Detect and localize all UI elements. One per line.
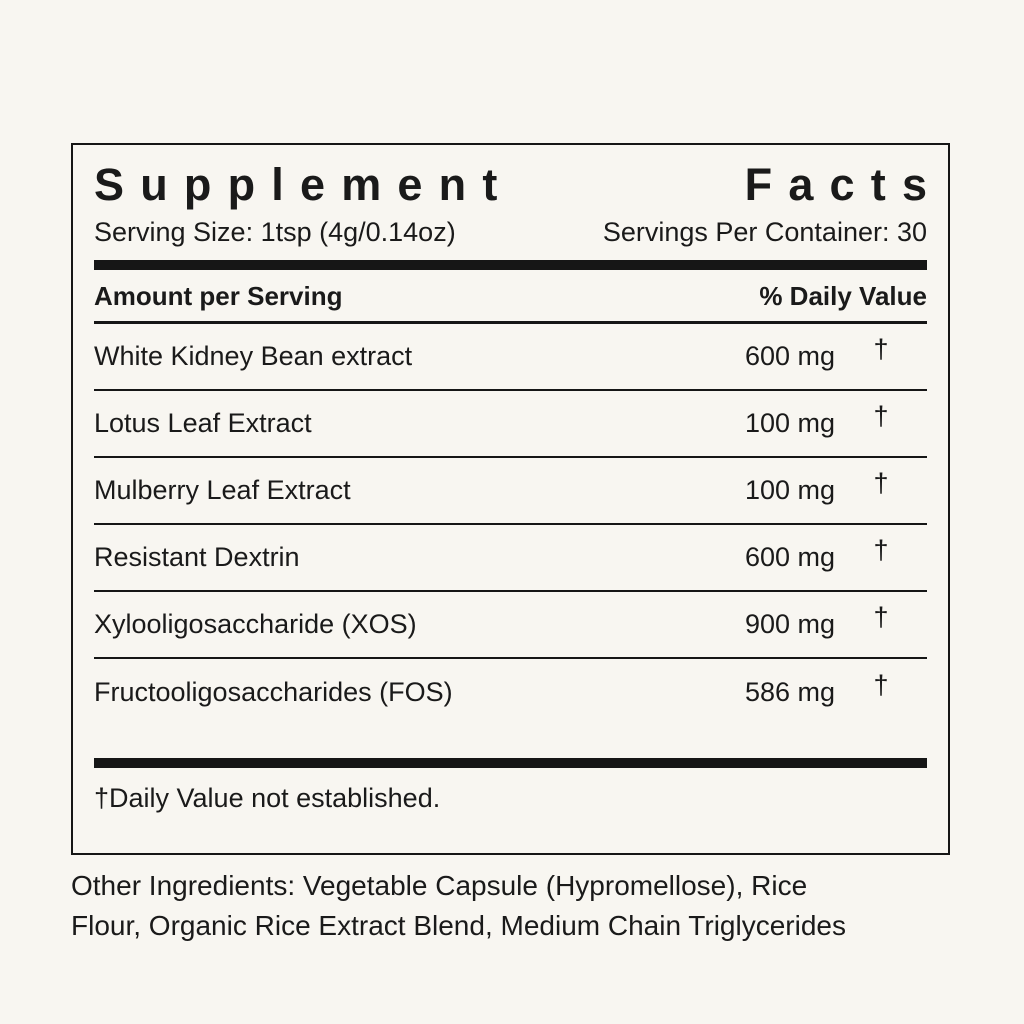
ingredient-name: Mulberry Leaf Extract [94,475,351,505]
bottom-thick-divider [94,758,927,768]
ingredient-name: Fructooligosaccharides (FOS) [94,677,453,707]
ingredient-name: Xylooligosaccharide (XOS) [94,609,417,639]
ingredient-amount: 586 mg [744,677,835,707]
other-ingredients-text [71,866,971,946]
title-word-facts: Facts [744,159,944,210]
servings-per-container-text: Servings Per Container: 30 [602,217,927,247]
daily-value-header: % Daily Value [759,281,927,311]
serving-size-text: Serving Size: 1tsp (4g/0.14oz) [94,217,456,247]
top-thick-divider [94,260,927,270]
table-row [94,592,927,659]
ingredient-rows [94,324,927,726]
table-row [94,324,927,391]
ingredient-amount: 600 mg [744,341,835,371]
ingredient-daily-value-dagger: † [873,670,889,700]
table-header-row [94,281,927,324]
ingredient-name: Lotus Leaf Extract [94,408,312,438]
ingredient-daily-value-dagger: † [873,602,889,632]
serving-info-row [94,217,927,248]
daily-value-footnote: †Daily Value not established. [94,783,441,813]
table-row [94,458,927,525]
table-row [94,659,927,726]
ingredient-name: Resistant Dextrin [94,542,300,572]
amount-per-serving-header: Amount per Serving [94,281,343,311]
ingredient-daily-value-dagger: † [873,334,889,364]
supplement-facts-panel [71,143,950,855]
ingredient-amount: 600 mg [744,542,835,572]
title-word-supplement: Supplement [94,159,514,210]
other-ingredients-line-2: Flour, Organic Rice Extract Blend, Medium Chain Triglycerides [71,909,846,941]
ingredient-daily-value-dagger: † [873,468,889,498]
table-row [94,525,927,592]
table-row [94,391,927,458]
ingredient-amount: 900 mg [744,609,835,639]
ingredient-daily-value-dagger: † [873,535,889,565]
ingredient-daily-value-dagger: † [873,401,889,431]
panel-title [94,159,944,211]
ingredient-name: White Kidney Bean extract [94,341,413,371]
ingredient-amount: 100 mg [744,475,835,505]
ingredient-amount: 100 mg [744,408,835,438]
other-ingredients-line-1: Other Ingredients: Vegetable Capsule (Hypromellose), Rice [71,870,808,901]
